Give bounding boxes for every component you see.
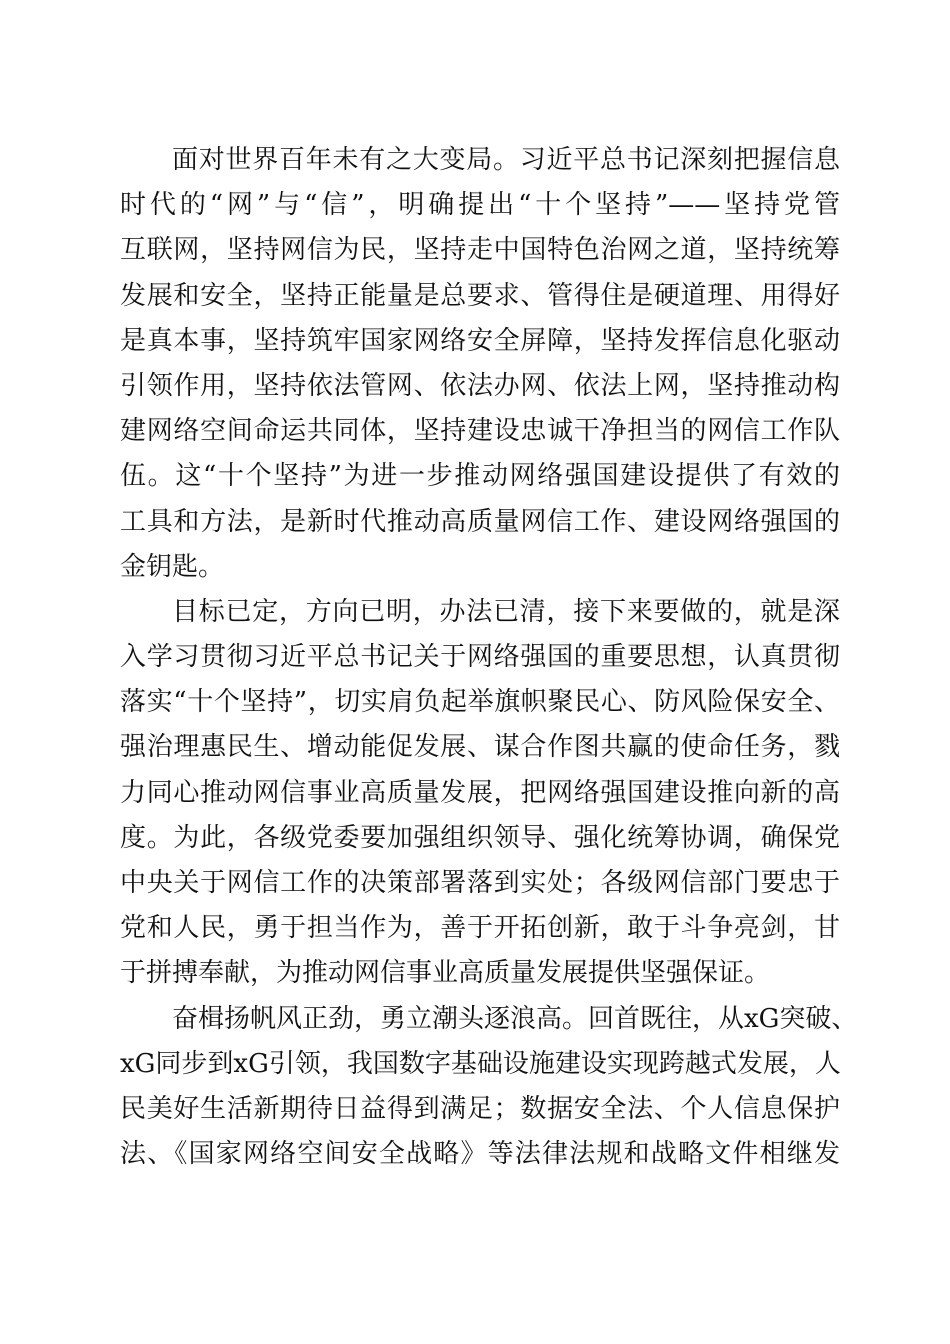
text-line: 民美好生活新期待日益得到满足；数据安全法、个人信息保护 xyxy=(120,1093,840,1124)
document-body xyxy=(120,138,858,1177)
text-line: 入学习贯彻习近平总书记关于网络强国的重要思想，认真贯彻 xyxy=(120,642,840,673)
text-line: 时代的“网”与“信”，明确提出“十个坚持”——坚持党管 xyxy=(120,190,840,221)
text-line: 发展和安全，坚持正能量是总要求、管得住是硬道理、用得好 xyxy=(120,280,840,311)
text-line: 引领作用，坚持依法管网、依法办网、依法上网，坚持推动构 xyxy=(120,370,840,401)
text-line: 是真本事，坚持筑牢国家网络安全屏障，坚持发挥信息化驱动 xyxy=(120,325,840,356)
text-line: 落实“十个坚持”，切实肩负起举旗帜聚民心、防风险保安全、 xyxy=(120,687,840,718)
text-line: 强治理惠民生、增动能促发展、谋合作图共赢的使命任务，戮 xyxy=(120,732,840,763)
text-line: 奋楫扬帆风正劲，勇立潮头逐浪高。回首既往，从xG突破、 xyxy=(172,1003,858,1034)
paragraph-1 xyxy=(120,138,840,590)
text-line: 互联网，坚持网信为民，坚持走中国特色治网之道，坚持统筹 xyxy=(120,235,840,266)
text-line: 于拼搏奉献，为推动网信事业高质量发展提供坚强保证。 xyxy=(120,958,771,989)
text-line: 目标已定，方向已明，办法已清，接下来要做的，就是深 xyxy=(172,596,840,627)
text-line: 面对世界百年未有之大变局。习近平总书记深刻把握信息 xyxy=(172,145,840,175)
text-line: 伍。这“十个坚持”为进一步推动网络强国建设提供了有效的 xyxy=(120,461,840,492)
text-line: 法、《国家网络空间安全战略》等法律法规和战略文件相继发 xyxy=(120,1139,840,1170)
text-line: xG同步到xG引领，我国数字基础设施建设实现跨越式发展，人 xyxy=(120,1048,841,1079)
text-line: 度。为此，各级党委要加强组织领导、强化统筹协调，确保党 xyxy=(120,822,840,853)
text-line: 力同心推动网信事业高质量发展，把网络强国建设推向新的高 xyxy=(120,777,840,808)
paragraph-2 xyxy=(120,590,840,997)
text-line: 工具和方法，是新时代推动高质量网信工作、建设网络强国的 xyxy=(120,506,840,537)
paragraph-3 xyxy=(120,997,858,1178)
text-line: 建网络空间命运共同体，坚持建设忠诚干净担当的网信工作队 xyxy=(120,416,840,447)
text-line: 中央关于网信工作的决策部署落到实处；各级网信部门要忠于 xyxy=(120,868,840,898)
text-line: 金钥匙。 xyxy=(120,551,225,582)
text-line: 党和人民，勇于担当作为，善于开拓创新，敢于斗争亮剑，甘 xyxy=(120,913,840,944)
